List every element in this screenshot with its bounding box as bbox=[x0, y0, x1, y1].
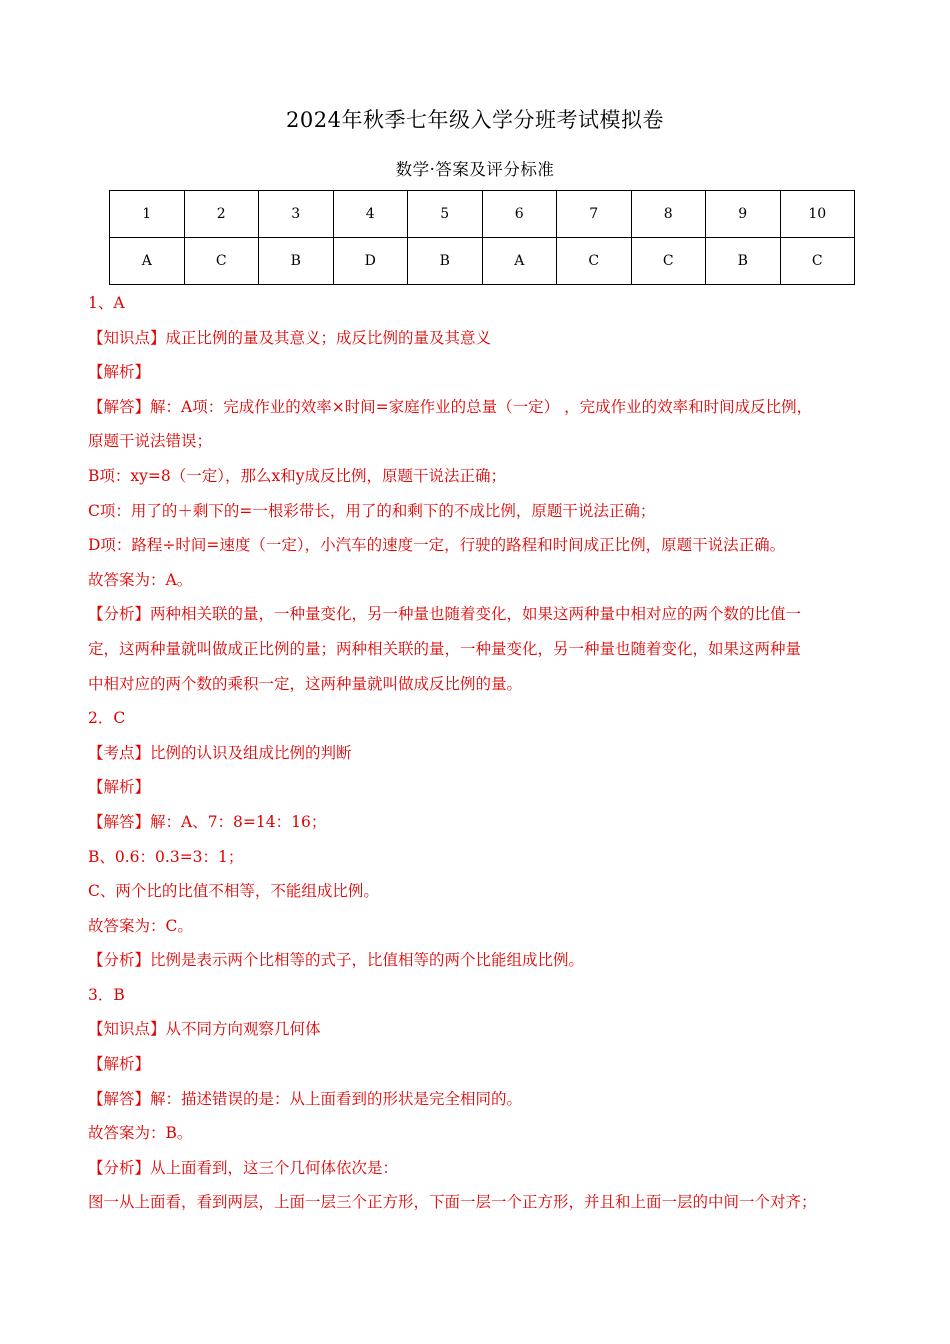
answer-table-answer-row bbox=[110, 238, 855, 285]
text-line: 【分析】比例是表示两个比相等的式子，比值相等的两个比能组成比例。 bbox=[88, 951, 585, 970]
text-line: C项：用了的＋剩下的=一根彩带长，用了的和剩下的不成比例，原题干说法正确； bbox=[88, 501, 656, 520]
question-number-cell: 1 bbox=[110, 191, 185, 238]
text-line: 【分析】从上面看到，这三个几何体依次是： bbox=[88, 1158, 399, 1177]
answer-table-number-row bbox=[110, 191, 855, 238]
text-line: 定，这两种量就叫做成正比例的量；两种相关联的量，一种量变化，另一种量也随着变化，如果这两种量 bbox=[88, 639, 802, 658]
text-line: 【解析】 bbox=[88, 363, 151, 382]
text-line: 【解析】 bbox=[88, 778, 151, 797]
page-title: 2024年秋季七年级入学分班考试模拟卷 bbox=[286, 108, 664, 132]
question-number-cell: 5 bbox=[408, 191, 483, 238]
question-number-cell: 10 bbox=[780, 191, 855, 238]
text-line: 故答案为：B。 bbox=[88, 1124, 193, 1143]
answer-cell: A bbox=[482, 238, 557, 285]
question-number-cell: 8 bbox=[631, 191, 706, 238]
text-line: 【解析】 bbox=[88, 1055, 151, 1074]
text-line: 原题干说法错误； bbox=[88, 432, 213, 451]
answer-cell: C bbox=[184, 238, 259, 285]
text-line: D项：路程÷时间=速度（一定），小汽车的速度一定，行驶的路程和时间成正比例，原题干说法正确。 bbox=[88, 536, 786, 555]
text-line: 【解答】解：A、7：8=14：16； bbox=[88, 812, 327, 831]
text-line: 3．B bbox=[88, 985, 125, 1004]
text-line: 2．C bbox=[88, 709, 126, 728]
text-line: 1、A bbox=[88, 294, 125, 312]
answer-cell: D bbox=[333, 238, 408, 285]
text-line: 故答案为：A。 bbox=[88, 570, 193, 589]
answer-table bbox=[109, 190, 855, 285]
answer-cell: A bbox=[110, 238, 185, 285]
text-line: 【分析】两种相关联的量，一种量变化，另一种量也随着变化，如果这两种量中相对应的两个数的比值一 bbox=[88, 605, 802, 624]
text-line: 【知识点】成正比例的量及其意义；成反比例的量及其意义 bbox=[88, 328, 492, 347]
question-number-cell: 7 bbox=[557, 191, 632, 238]
answer-cell: B bbox=[408, 238, 483, 285]
answer-cell: B bbox=[259, 238, 334, 285]
text-line: 图一从上面看，看到两层，上面一层三个正方形，下面一层一个正方形，并且和上面一层的中间一个对齐； bbox=[88, 1193, 817, 1212]
question-number-cell: 2 bbox=[184, 191, 259, 238]
text-line: 【知识点】从不同方向观察几何体 bbox=[88, 1020, 321, 1039]
question-number-cell: 6 bbox=[482, 191, 557, 238]
text-line: 【解答】解：A项：完成作业的效率×时间=家庭作业的总量（一定） ，完成作业的效率和时间成反比例， bbox=[88, 397, 813, 416]
text-line: 【考点】比例的认识及组成比例的判断 bbox=[88, 743, 352, 762]
answer-cell: C bbox=[631, 238, 706, 285]
text-line: B、0.6：0.3=3：1； bbox=[88, 847, 244, 866]
text-line: 故答案为：C。 bbox=[88, 916, 193, 935]
text-line: 【解答】解：描述错误的是：从上面看到的形状是完全相同的。 bbox=[88, 1089, 523, 1108]
answer-cell: C bbox=[780, 238, 855, 285]
question-number-cell: 3 bbox=[259, 191, 334, 238]
question-number-cell: 9 bbox=[706, 191, 781, 238]
answer-cell: B bbox=[706, 238, 781, 285]
answer-cell: C bbox=[557, 238, 632, 285]
text-line: B项：xy=8（一定），那么x和y成反比例，原题干说法正确； bbox=[88, 466, 506, 485]
question-number-cell: 4 bbox=[333, 191, 408, 238]
page-subtitle: 数学·答案及评分标准 bbox=[395, 160, 555, 179]
answer-explanations bbox=[88, 286, 868, 1220]
text-line: 中相对应的两个数的乘积一定，这两种量就叫做成反比例的量。 bbox=[88, 674, 523, 693]
text-line: C、两个比的比值不相等，不能组成比例。 bbox=[88, 882, 379, 901]
